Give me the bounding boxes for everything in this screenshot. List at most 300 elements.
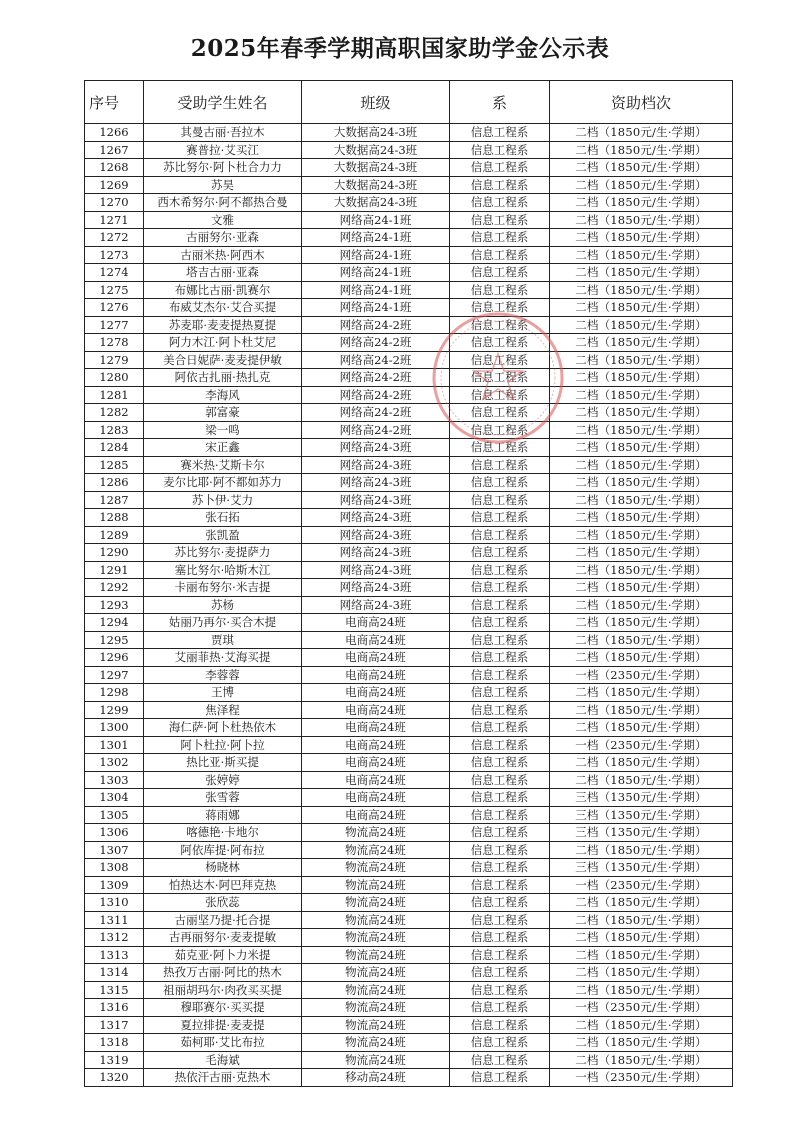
cell-class: 电商高24班 bbox=[302, 719, 450, 737]
cell-serial: 1283 bbox=[85, 421, 144, 439]
cell-aid-level: 三档（1350元/生·学期） bbox=[550, 859, 733, 877]
cell-department: 信息工程系 bbox=[450, 614, 550, 632]
cell-class: 电商高24班 bbox=[302, 684, 450, 702]
table-row bbox=[85, 701, 733, 719]
cell-student-name: 麦尔比耶·阿不都如苏力 bbox=[144, 474, 302, 492]
cell-aid-level: 二档（1850元/生·学期） bbox=[550, 299, 733, 317]
cell-student-name: 艾丽菲热·艾海买提 bbox=[144, 649, 302, 667]
table-row bbox=[85, 176, 733, 194]
cell-department: 信息工程系 bbox=[450, 386, 550, 404]
cell-aid-level: 一档（2350元/生·学期） bbox=[550, 736, 733, 754]
cell-department: 信息工程系 bbox=[450, 474, 550, 492]
cell-department: 信息工程系 bbox=[450, 701, 550, 719]
cell-department: 信息工程系 bbox=[450, 1016, 550, 1034]
cell-department: 信息工程系 bbox=[450, 806, 550, 824]
cell-serial: 1270 bbox=[85, 194, 144, 212]
header-department: 系 bbox=[450, 81, 550, 124]
cell-aid-level: 二档（1850元/生·学期） bbox=[550, 841, 733, 859]
cell-department: 信息工程系 bbox=[450, 1069, 550, 1087]
header-aid-level: 资助档次 bbox=[550, 81, 733, 124]
cell-department: 信息工程系 bbox=[450, 981, 550, 999]
table-row bbox=[85, 911, 733, 929]
cell-class: 网络高24-1班 bbox=[302, 299, 450, 317]
cell-department: 信息工程系 bbox=[450, 999, 550, 1017]
cell-student-name: 茹克亚·阿卜力米提 bbox=[144, 946, 302, 964]
cell-student-name: 李海风 bbox=[144, 386, 302, 404]
cell-class: 物流高24班 bbox=[302, 981, 450, 999]
cell-student-name: 张欣蕊 bbox=[144, 894, 302, 912]
cell-aid-level: 二档（1850元/生·学期） bbox=[550, 719, 733, 737]
cell-class: 物流高24班 bbox=[302, 929, 450, 947]
cell-student-name: 郭富豪 bbox=[144, 404, 302, 422]
cell-aid-level: 二档（1850元/生·学期） bbox=[550, 631, 733, 649]
cell-student-name: 张雪蓉 bbox=[144, 789, 302, 807]
cell-aid-level: 二档（1850元/生·学期） bbox=[550, 124, 733, 142]
cell-serial: 1303 bbox=[85, 771, 144, 789]
cell-department: 信息工程系 bbox=[450, 281, 550, 299]
cell-student-name: 毛海斌 bbox=[144, 1051, 302, 1069]
cell-student-name: 苏杨 bbox=[144, 596, 302, 614]
cell-student-name: 美合日妮萨·麦麦提伊敏 bbox=[144, 351, 302, 369]
table-row bbox=[85, 666, 733, 684]
table-row bbox=[85, 929, 733, 947]
table-row bbox=[85, 964, 733, 982]
cell-aid-level: 二档（1850元/生·学期） bbox=[550, 474, 733, 492]
cell-aid-level: 二档（1850元/生·学期） bbox=[550, 754, 733, 772]
cell-class: 电商高24班 bbox=[302, 754, 450, 772]
cell-class: 电商高24班 bbox=[302, 789, 450, 807]
cell-student-name: 宋正鑫 bbox=[144, 439, 302, 457]
cell-serial: 1298 bbox=[85, 684, 144, 702]
cell-department: 信息工程系 bbox=[450, 404, 550, 422]
cell-aid-level: 二档（1850元/生·学期） bbox=[550, 596, 733, 614]
cell-student-name: 蒋雨娜 bbox=[144, 806, 302, 824]
cell-serial: 1280 bbox=[85, 369, 144, 387]
cell-student-name: 赛米热·艾斯卡尔 bbox=[144, 456, 302, 474]
cell-student-name: 海仁萨·阿卜杜热依木 bbox=[144, 719, 302, 737]
cell-department: 信息工程系 bbox=[450, 649, 550, 667]
cell-department: 信息工程系 bbox=[450, 264, 550, 282]
cell-aid-level: 二档（1850元/生·学期） bbox=[550, 439, 733, 457]
cell-department: 信息工程系 bbox=[450, 124, 550, 142]
cell-serial: 1320 bbox=[85, 1069, 144, 1087]
cell-department: 信息工程系 bbox=[450, 351, 550, 369]
cell-student-name: 热孜万古丽·阿比的热木 bbox=[144, 964, 302, 982]
table-row bbox=[85, 124, 733, 142]
cell-aid-level: 二档（1850元/生·学期） bbox=[550, 316, 733, 334]
cell-serial: 1266 bbox=[85, 124, 144, 142]
cell-class: 物流高24班 bbox=[302, 1051, 450, 1069]
cell-class: 大数据高24-3班 bbox=[302, 194, 450, 212]
cell-class: 大数据高24-3班 bbox=[302, 159, 450, 177]
cell-student-name: 梁一鸣 bbox=[144, 421, 302, 439]
cell-student-name: 贾琪 bbox=[144, 631, 302, 649]
cell-department: 信息工程系 bbox=[450, 911, 550, 929]
cell-student-name: 苏比努尔·阿卜杜合力力 bbox=[144, 159, 302, 177]
cell-department: 信息工程系 bbox=[450, 929, 550, 947]
cell-class: 大数据高24-3班 bbox=[302, 141, 450, 159]
cell-serial: 1292 bbox=[85, 579, 144, 597]
cell-student-name: 古丽努尔·亚森 bbox=[144, 229, 302, 247]
cell-department: 信息工程系 bbox=[450, 509, 550, 527]
cell-serial: 1272 bbox=[85, 229, 144, 247]
cell-class: 物流高24班 bbox=[302, 1016, 450, 1034]
header-class: 班级 bbox=[302, 81, 450, 124]
cell-serial: 1316 bbox=[85, 999, 144, 1017]
cell-class: 网络高24-3班 bbox=[302, 456, 450, 474]
table-row bbox=[85, 754, 733, 772]
cell-serial: 1315 bbox=[85, 981, 144, 999]
cell-aid-level: 一档（2350元/生·学期） bbox=[550, 666, 733, 684]
table-row bbox=[85, 649, 733, 667]
cell-department: 信息工程系 bbox=[450, 824, 550, 842]
cell-serial: 1289 bbox=[85, 526, 144, 544]
cell-aid-level: 二档（1850元/生·学期） bbox=[550, 911, 733, 929]
cell-aid-level: 二档（1850元/生·学期） bbox=[550, 264, 733, 282]
cell-department: 信息工程系 bbox=[450, 579, 550, 597]
cell-class: 物流高24班 bbox=[302, 999, 450, 1017]
cell-serial: 1307 bbox=[85, 841, 144, 859]
cell-department: 信息工程系 bbox=[450, 299, 550, 317]
cell-department: 信息工程系 bbox=[450, 439, 550, 457]
cell-serial: 1313 bbox=[85, 946, 144, 964]
table-row bbox=[85, 824, 733, 842]
cell-department: 信息工程系 bbox=[450, 894, 550, 912]
cell-department: 信息工程系 bbox=[450, 736, 550, 754]
cell-aid-level: 二档（1850元/生·学期） bbox=[550, 351, 733, 369]
cell-aid-level: 二档（1850元/生·学期） bbox=[550, 386, 733, 404]
cell-department: 信息工程系 bbox=[450, 176, 550, 194]
cell-serial: 1291 bbox=[85, 561, 144, 579]
cell-aid-level: 二档（1850元/生·学期） bbox=[550, 456, 733, 474]
table-row bbox=[85, 141, 733, 159]
cell-aid-level: 二档（1850元/生·学期） bbox=[550, 141, 733, 159]
table-row bbox=[85, 246, 733, 264]
cell-student-name: 王博 bbox=[144, 684, 302, 702]
cell-serial: 1288 bbox=[85, 509, 144, 527]
cell-serial: 1317 bbox=[85, 1016, 144, 1034]
cell-department: 信息工程系 bbox=[450, 194, 550, 212]
cell-class: 移动高24班 bbox=[302, 1069, 450, 1087]
cell-aid-level: 二档（1850元/生·学期） bbox=[550, 614, 733, 632]
cell-serial: 1285 bbox=[85, 456, 144, 474]
cell-student-name: 布威艾杰尔·艾合买提 bbox=[144, 299, 302, 317]
cell-department: 信息工程系 bbox=[450, 141, 550, 159]
cell-serial: 1296 bbox=[85, 649, 144, 667]
cell-student-name: 苏昊 bbox=[144, 176, 302, 194]
table-row bbox=[85, 946, 733, 964]
table-row bbox=[85, 334, 733, 352]
cell-serial: 1268 bbox=[85, 159, 144, 177]
cell-serial: 1281 bbox=[85, 386, 144, 404]
cell-aid-level: 二档（1850元/生·学期） bbox=[550, 211, 733, 229]
table-row bbox=[85, 631, 733, 649]
cell-serial: 1311 bbox=[85, 911, 144, 929]
cell-serial: 1277 bbox=[85, 316, 144, 334]
cell-aid-level: 二档（1850元/生·学期） bbox=[550, 544, 733, 562]
table-row bbox=[85, 229, 733, 247]
cell-serial: 1278 bbox=[85, 334, 144, 352]
table-row bbox=[85, 369, 733, 387]
cell-department: 信息工程系 bbox=[450, 526, 550, 544]
cell-aid-level: 二档（1850元/生·学期） bbox=[550, 334, 733, 352]
cell-student-name: 热比亚·斯买提 bbox=[144, 754, 302, 772]
cell-class: 物流高24班 bbox=[302, 946, 450, 964]
cell-aid-level: 二档（1850元/生·学期） bbox=[550, 194, 733, 212]
cell-student-name: 喀德艳·卡地尔 bbox=[144, 824, 302, 842]
cell-student-name: 古丽坚乃提·托合提 bbox=[144, 911, 302, 929]
cell-serial: 1299 bbox=[85, 701, 144, 719]
cell-class: 网络高24-1班 bbox=[302, 264, 450, 282]
table-row bbox=[85, 894, 733, 912]
table-row bbox=[85, 211, 733, 229]
table-row bbox=[85, 1069, 733, 1087]
cell-aid-level: 二档（1850元/生·学期） bbox=[550, 369, 733, 387]
cell-class: 网络高24-3班 bbox=[302, 561, 450, 579]
cell-student-name: 热依汗古丽·克热木 bbox=[144, 1069, 302, 1087]
cell-serial: 1319 bbox=[85, 1051, 144, 1069]
cell-serial: 1275 bbox=[85, 281, 144, 299]
cell-class: 物流高24班 bbox=[302, 876, 450, 894]
table-row bbox=[85, 1034, 733, 1052]
cell-student-name: 西木希努尔·阿不都热合曼 bbox=[144, 194, 302, 212]
cell-aid-level: 二档（1850元/生·学期） bbox=[550, 981, 733, 999]
cell-class: 网络高24-1班 bbox=[302, 211, 450, 229]
cell-class: 网络高24-2班 bbox=[302, 404, 450, 422]
cell-serial: 1267 bbox=[85, 141, 144, 159]
table-row bbox=[85, 789, 733, 807]
cell-student-name: 穆耶赛尔·买买提 bbox=[144, 999, 302, 1017]
cell-department: 信息工程系 bbox=[450, 666, 550, 684]
cell-aid-level: 二档（1850元/生·学期） bbox=[550, 159, 733, 177]
cell-aid-level: 三档（1350元/生·学期） bbox=[550, 806, 733, 824]
cell-aid-level: 一档（2350元/生·学期） bbox=[550, 1069, 733, 1087]
cell-serial: 1284 bbox=[85, 439, 144, 457]
table-row bbox=[85, 299, 733, 317]
cell-department: 信息工程系 bbox=[450, 859, 550, 877]
cell-serial: 1269 bbox=[85, 176, 144, 194]
cell-department: 信息工程系 bbox=[450, 841, 550, 859]
cell-serial: 1312 bbox=[85, 929, 144, 947]
table-row bbox=[85, 859, 733, 877]
cell-student-name: 苏比努尔·麦提萨力 bbox=[144, 544, 302, 562]
cell-department: 信息工程系 bbox=[450, 1034, 550, 1052]
cell-student-name: 文雅 bbox=[144, 211, 302, 229]
cell-class: 电商高24班 bbox=[302, 666, 450, 684]
table-row bbox=[85, 544, 733, 562]
cell-class: 电商高24班 bbox=[302, 649, 450, 667]
cell-aid-level: 二档（1850元/生·学期） bbox=[550, 246, 733, 264]
table-header-row bbox=[85, 81, 733, 124]
table-row bbox=[85, 386, 733, 404]
cell-class: 电商高24班 bbox=[302, 806, 450, 824]
table-row bbox=[85, 421, 733, 439]
table-row bbox=[85, 281, 733, 299]
cell-class: 网络高24-3班 bbox=[302, 526, 450, 544]
cell-department: 信息工程系 bbox=[450, 964, 550, 982]
cell-department: 信息工程系 bbox=[450, 684, 550, 702]
table-row bbox=[85, 596, 733, 614]
cell-aid-level: 一档（2350元/生·学期） bbox=[550, 876, 733, 894]
table-row bbox=[85, 841, 733, 859]
cell-class: 网络高24-3班 bbox=[302, 596, 450, 614]
cell-department: 信息工程系 bbox=[450, 246, 550, 264]
cell-class: 网络高24-1班 bbox=[302, 246, 450, 264]
cell-serial: 1294 bbox=[85, 614, 144, 632]
cell-department: 信息工程系 bbox=[450, 876, 550, 894]
cell-class: 网络高24-3班 bbox=[302, 509, 450, 527]
table-row bbox=[85, 579, 733, 597]
cell-aid-level: 二档（1850元/生·学期） bbox=[550, 1051, 733, 1069]
cell-class: 物流高24班 bbox=[302, 859, 450, 877]
cell-aid-level: 二档（1850元/生·学期） bbox=[550, 649, 733, 667]
cell-serial: 1279 bbox=[85, 351, 144, 369]
cell-class: 网络高24-2班 bbox=[302, 351, 450, 369]
cell-class: 网络高24-2班 bbox=[302, 386, 450, 404]
cell-department: 信息工程系 bbox=[450, 421, 550, 439]
table-row bbox=[85, 561, 733, 579]
table-row bbox=[85, 456, 733, 474]
cell-department: 信息工程系 bbox=[450, 789, 550, 807]
cell-student-name: 夏拉排提·麦麦提 bbox=[144, 1016, 302, 1034]
table-row bbox=[85, 439, 733, 457]
cell-department: 信息工程系 bbox=[450, 456, 550, 474]
cell-aid-level: 二档（1850元/生·学期） bbox=[550, 229, 733, 247]
cell-student-name: 杨晓林 bbox=[144, 859, 302, 877]
table-row bbox=[85, 614, 733, 632]
cell-department: 信息工程系 bbox=[450, 596, 550, 614]
cell-aid-level: 二档（1850元/生·学期） bbox=[550, 526, 733, 544]
cell-class: 电商高24班 bbox=[302, 736, 450, 754]
cell-student-name: 阿力木江·阿卜杜艾尼 bbox=[144, 334, 302, 352]
table-row bbox=[85, 509, 733, 527]
cell-student-name: 古丽米热·阿西木 bbox=[144, 246, 302, 264]
cell-student-name: 布娜比古丽·凯赛尔 bbox=[144, 281, 302, 299]
cell-department: 信息工程系 bbox=[450, 544, 550, 562]
table-row bbox=[85, 876, 733, 894]
cell-class: 物流高24班 bbox=[302, 824, 450, 842]
header-student-name: 受助学生姓名 bbox=[144, 81, 302, 124]
cell-aid-level: 二档（1850元/生·学期） bbox=[550, 509, 733, 527]
cell-class: 网络高24-1班 bbox=[302, 281, 450, 299]
cell-student-name: 塔吉古丽·亚森 bbox=[144, 264, 302, 282]
table-row bbox=[85, 351, 733, 369]
table-row bbox=[85, 771, 733, 789]
cell-student-name: 塞比努尔·哈斯木江 bbox=[144, 561, 302, 579]
cell-aid-level: 一档（2350元/生·学期） bbox=[550, 999, 733, 1017]
table-row bbox=[85, 491, 733, 509]
cell-class: 电商高24班 bbox=[302, 631, 450, 649]
cell-class: 网络高24-3班 bbox=[302, 474, 450, 492]
cell-department: 信息工程系 bbox=[450, 369, 550, 387]
cell-serial: 1318 bbox=[85, 1034, 144, 1052]
table-row bbox=[85, 684, 733, 702]
cell-class: 网络高24-3班 bbox=[302, 544, 450, 562]
cell-student-name: 卡丽布努尔·米吉提 bbox=[144, 579, 302, 597]
cell-class: 大数据高24-3班 bbox=[302, 176, 450, 194]
table-row bbox=[85, 159, 733, 177]
cell-serial: 1300 bbox=[85, 719, 144, 737]
cell-department: 信息工程系 bbox=[450, 771, 550, 789]
cell-class: 电商高24班 bbox=[302, 614, 450, 632]
cell-department: 信息工程系 bbox=[450, 561, 550, 579]
cell-class: 物流高24班 bbox=[302, 894, 450, 912]
cell-serial: 1297 bbox=[85, 666, 144, 684]
cell-department: 信息工程系 bbox=[450, 211, 550, 229]
cell-serial: 1306 bbox=[85, 824, 144, 842]
cell-department: 信息工程系 bbox=[450, 334, 550, 352]
cell-department: 信息工程系 bbox=[450, 631, 550, 649]
cell-aid-level: 二档（1850元/生·学期） bbox=[550, 491, 733, 509]
cell-class: 网络高24-3班 bbox=[302, 439, 450, 457]
cell-serial: 1287 bbox=[85, 491, 144, 509]
table-row bbox=[85, 736, 733, 754]
table-row bbox=[85, 806, 733, 824]
cell-department: 信息工程系 bbox=[450, 1051, 550, 1069]
cell-class: 大数据高24-3班 bbox=[302, 124, 450, 142]
cell-serial: 1271 bbox=[85, 211, 144, 229]
cell-student-name: 茹柯耶·艾比布拉 bbox=[144, 1034, 302, 1052]
cell-class: 电商高24班 bbox=[302, 771, 450, 789]
cell-class: 物流高24班 bbox=[302, 911, 450, 929]
table-row bbox=[85, 999, 733, 1017]
cell-student-name: 阿依库提·阿布拉 bbox=[144, 841, 302, 859]
cell-aid-level: 二档（1850元/生·学期） bbox=[550, 579, 733, 597]
table-row bbox=[85, 719, 733, 737]
cell-serial: 1293 bbox=[85, 596, 144, 614]
cell-serial: 1274 bbox=[85, 264, 144, 282]
cell-class: 网络高24-3班 bbox=[302, 491, 450, 509]
cell-aid-level: 三档（1350元/生·学期） bbox=[550, 789, 733, 807]
cell-class: 网络高24-1班 bbox=[302, 229, 450, 247]
cell-student-name: 古再丽努尔·麦麦提敏 bbox=[144, 929, 302, 947]
cell-aid-level: 二档（1850元/生·学期） bbox=[550, 894, 733, 912]
cell-class: 网络高24-2班 bbox=[302, 334, 450, 352]
table-row bbox=[85, 404, 733, 422]
cell-class: 网络高24-2班 bbox=[302, 316, 450, 334]
cell-student-name: 赛普拉·艾买江 bbox=[144, 141, 302, 159]
table-row bbox=[85, 316, 733, 334]
cell-department: 信息工程系 bbox=[450, 229, 550, 247]
cell-aid-level: 二档（1850元/生·学期） bbox=[550, 771, 733, 789]
cell-department: 信息工程系 bbox=[450, 159, 550, 177]
table-row bbox=[85, 526, 733, 544]
cell-department: 信息工程系 bbox=[450, 316, 550, 334]
cell-class: 网络高24-2班 bbox=[302, 421, 450, 439]
aid-table bbox=[84, 80, 733, 1087]
cell-department: 信息工程系 bbox=[450, 946, 550, 964]
cell-student-name: 姑丽乃再尔·买合木提 bbox=[144, 614, 302, 632]
cell-aid-level: 二档（1850元/生·学期） bbox=[550, 701, 733, 719]
cell-aid-level: 二档（1850元/生·学期） bbox=[550, 561, 733, 579]
cell-aid-level: 二档（1850元/生·学期） bbox=[550, 946, 733, 964]
cell-aid-level: 二档（1850元/生·学期） bbox=[550, 176, 733, 194]
cell-aid-level: 二档（1850元/生·学期） bbox=[550, 1016, 733, 1034]
cell-serial: 1290 bbox=[85, 544, 144, 562]
cell-aid-level: 二档（1850元/生·学期） bbox=[550, 421, 733, 439]
cell-student-name: 怕热达木·阿巴拜克热 bbox=[144, 876, 302, 894]
cell-serial: 1309 bbox=[85, 876, 144, 894]
cell-aid-level: 二档（1850元/生·学期） bbox=[550, 1034, 733, 1052]
table-row bbox=[85, 474, 733, 492]
cell-aid-level: 二档（1850元/生·学期） bbox=[550, 281, 733, 299]
cell-student-name: 张凯盈 bbox=[144, 526, 302, 544]
table-row bbox=[85, 1016, 733, 1034]
cell-class: 物流高24班 bbox=[302, 1034, 450, 1052]
cell-aid-level: 三档（1350元/生·学期） bbox=[550, 824, 733, 842]
cell-aid-level: 二档（1850元/生·学期） bbox=[550, 929, 733, 947]
cell-serial: 1305 bbox=[85, 806, 144, 824]
